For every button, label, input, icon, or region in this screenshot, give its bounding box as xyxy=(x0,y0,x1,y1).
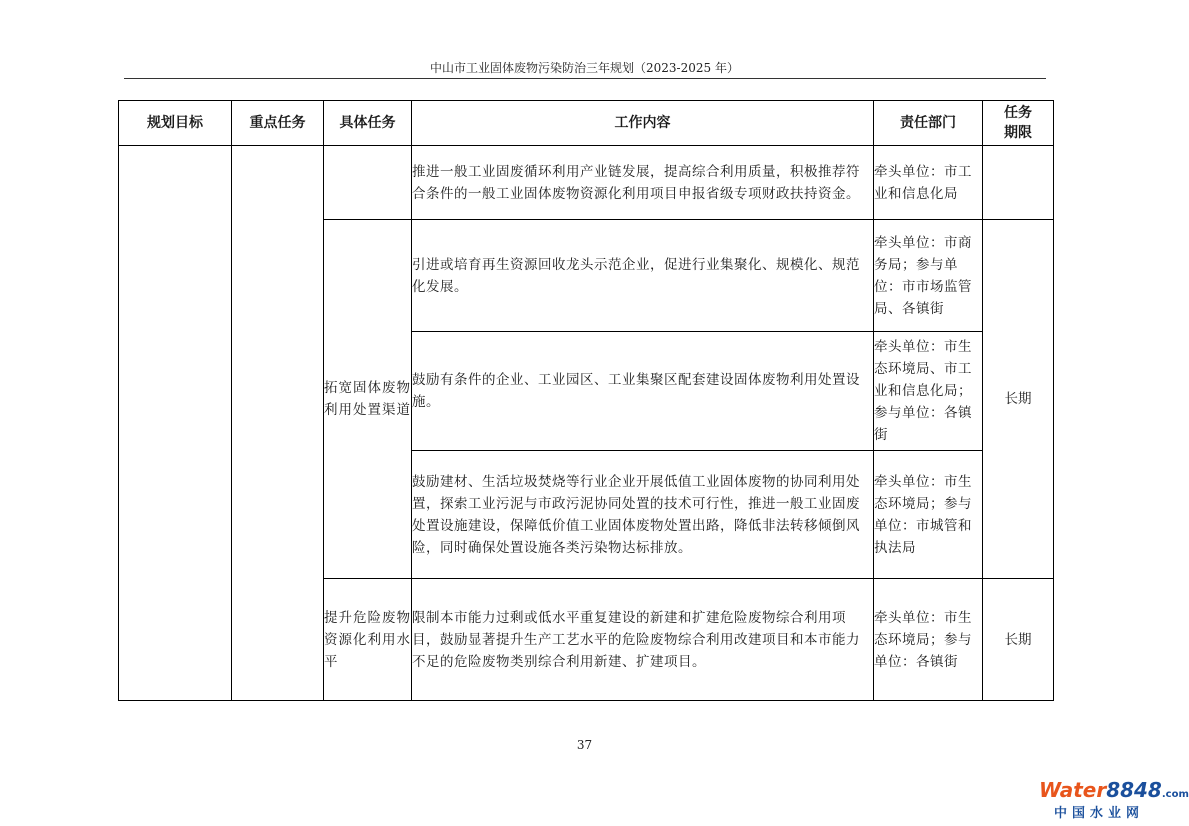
responsible-dept-cell: 牵头单位：市生态环境局、市工业和信息化局；参与单位：各镇街 xyxy=(874,332,983,451)
period-cell-empty xyxy=(983,146,1054,220)
goal-cell xyxy=(119,146,232,701)
watermark-digits: 8848 xyxy=(1106,778,1162,802)
table-header-row xyxy=(119,101,1054,146)
watermark-brand xyxy=(1039,778,1189,806)
watermark-letters: Water xyxy=(1039,778,1107,802)
running-header: 中山市工业固体废物污染防治三年规划（2023-2025 年） xyxy=(430,61,739,75)
responsible-dept-cell: 牵头单位：市生态环境局；参与单位：市城管和执法局 xyxy=(874,451,983,579)
period-cell: 长期 xyxy=(983,220,1054,579)
watermark-domain: .com xyxy=(1161,789,1189,800)
responsible-dept-cell: 牵头单位：市生态环境局；参与单位：各镇街 xyxy=(874,579,983,701)
key-task-cell xyxy=(232,146,324,701)
table-row xyxy=(119,146,1054,220)
responsible-dept-cell: 牵头单位：市工业和信息化局 xyxy=(874,146,983,220)
watermark-logo xyxy=(1039,778,1189,822)
header-period xyxy=(983,101,1054,146)
page-number: 37 xyxy=(576,738,593,752)
header-rule xyxy=(124,78,1046,79)
plan-table xyxy=(118,100,1054,701)
watermark-cn: 中国水业网 xyxy=(1053,806,1144,821)
header-period-line2: 期限 xyxy=(1004,125,1032,141)
header-period-line1: 任务 xyxy=(1004,105,1032,121)
period-cell: 长期 xyxy=(983,579,1054,701)
specific-task-cell: 拓宽固体废物利用处置渠道 xyxy=(324,220,412,579)
header-dept: 责任部门 xyxy=(874,101,983,146)
work-content-cell: 推进一般工业固废循环利用产业链发展，提高综合利用质量，积极推荐符合条件的一般工业固体废物资源化利用项目申报省级专项财政扶持资金。 xyxy=(412,146,874,220)
header-content: 工作内容 xyxy=(412,101,874,146)
work-content-cell: 鼓励建材、生活垃圾焚烧等行业企业开展低值工业固体废物的协同利用处置，探索工业污泥与市政污泥协同处置的技术可行性，推进一般工业固废处置设施建设，保障低价值工业固体废物处置出路，降低非法转移倾倒风险，同时确保处置设施各类污染物达标排放。 xyxy=(412,451,874,579)
specific-task-cell: 提升危险废物资源化利用水平 xyxy=(324,579,412,701)
header-key-task: 重点任务 xyxy=(232,101,324,146)
work-content-cell: 鼓励有条件的企业、工业园区、工业集聚区配套建设固体废物利用处置设施。 xyxy=(412,332,874,451)
work-content-cell: 限制本市能力过剩或低水平重复建设的新建和扩建危险废物综合利用项目，鼓励显著提升生产工艺水平的危险废物综合利用改建项目和本市能力不足的危险废物类别综合利用新建、扩建项目。 xyxy=(412,579,874,701)
header-goal: 规划目标 xyxy=(119,101,232,146)
header-specific-task: 具体任务 xyxy=(324,101,412,146)
specific-task-cell-empty xyxy=(324,146,412,220)
work-content-cell: 引进或培育再生资源回收龙头示范企业，促进行业集聚化、规模化、规范化发展。 xyxy=(412,220,874,332)
responsible-dept-cell: 牵头单位：市商务局；参与单位：市市场监管局、各镇街 xyxy=(874,220,983,332)
